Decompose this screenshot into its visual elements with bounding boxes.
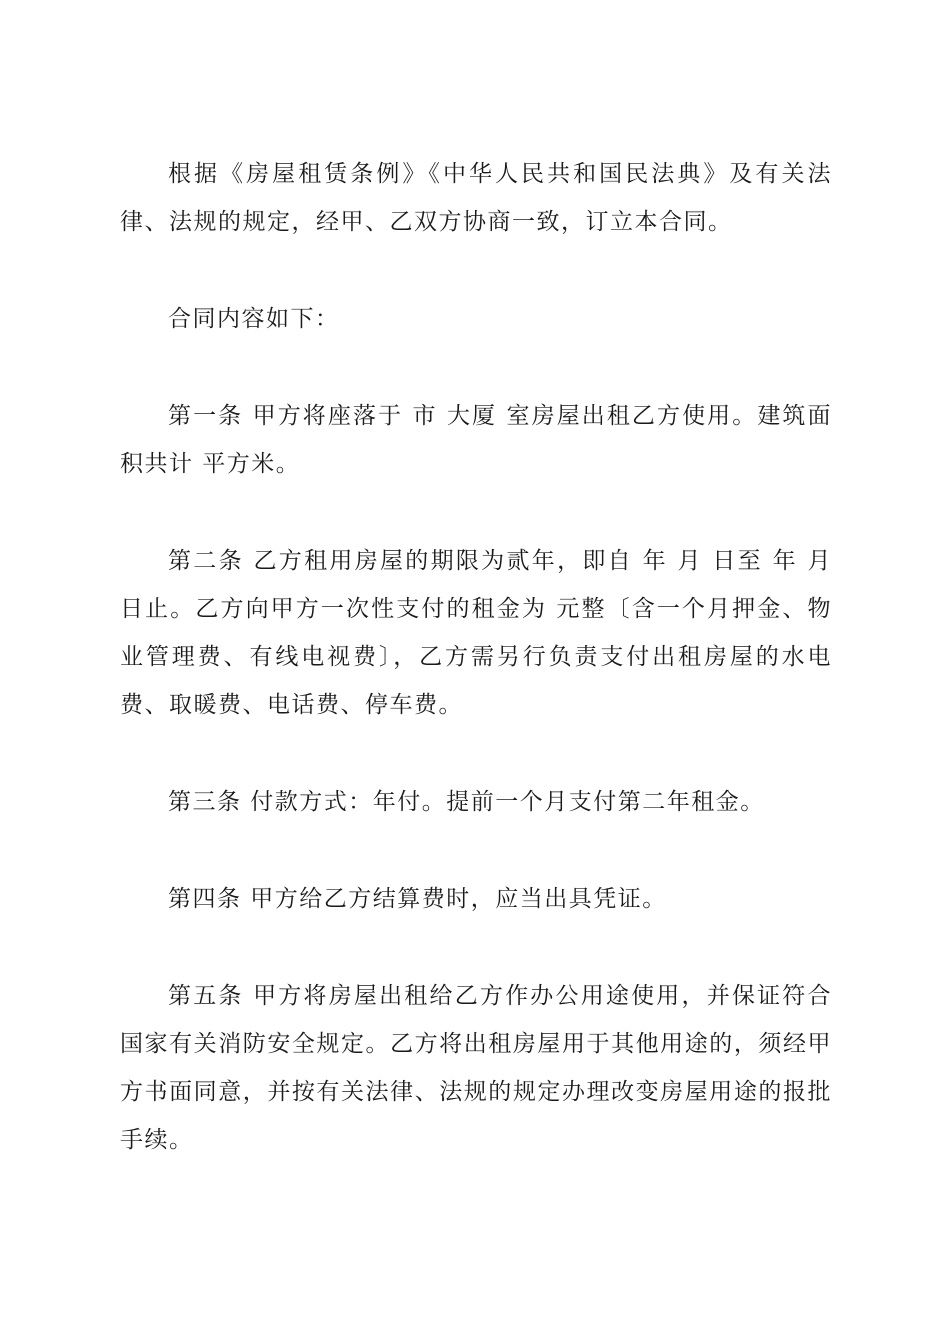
paragraph-article-1: 第一条 甲方将座落于 市 大厦 室房屋出租乙方使用。建筑面积共计 平方米。 [120, 403, 832, 477]
paragraph-preamble: 根据《房屋租赁条例》《中华人民共和国民法典》及有关法律、法规的规定，经甲、乙双方协商一致，订立本合同。 [120, 161, 832, 235]
paragraph-contents-intro: 合同内容如下： [168, 306, 340, 332]
paragraph-article-5: 第五条 甲方将房屋出租给乙方作办公用途使用，并保证符合国家有关消防安全规定。乙方将出租房屋用于其他用途的，须经甲方书面同意，并按有关法律、法规的规定办理改变房屋用途的报批手续。 [120, 983, 832, 1153]
paragraph-article-4: 第四条 甲方给乙方结算费时，应当出具凭证。 [168, 886, 667, 912]
paragraph-article-3: 第三条 付款方式：年付。提前一个月支付第二年租金。 [168, 789, 765, 815]
contract-body [120, 150, 832, 1164]
paragraph-article-2: 第二条 乙方租用房屋的期限为贰年，即自 年 月 日至 年 月 日止。乙方向甲方一次性支付的租金为 元整〔含一个月押金、物业管理费、有线电视费〕，乙方需另行负责支付出租房屋的水电费、取暖费、电话费、停车费。 [120, 548, 832, 718]
